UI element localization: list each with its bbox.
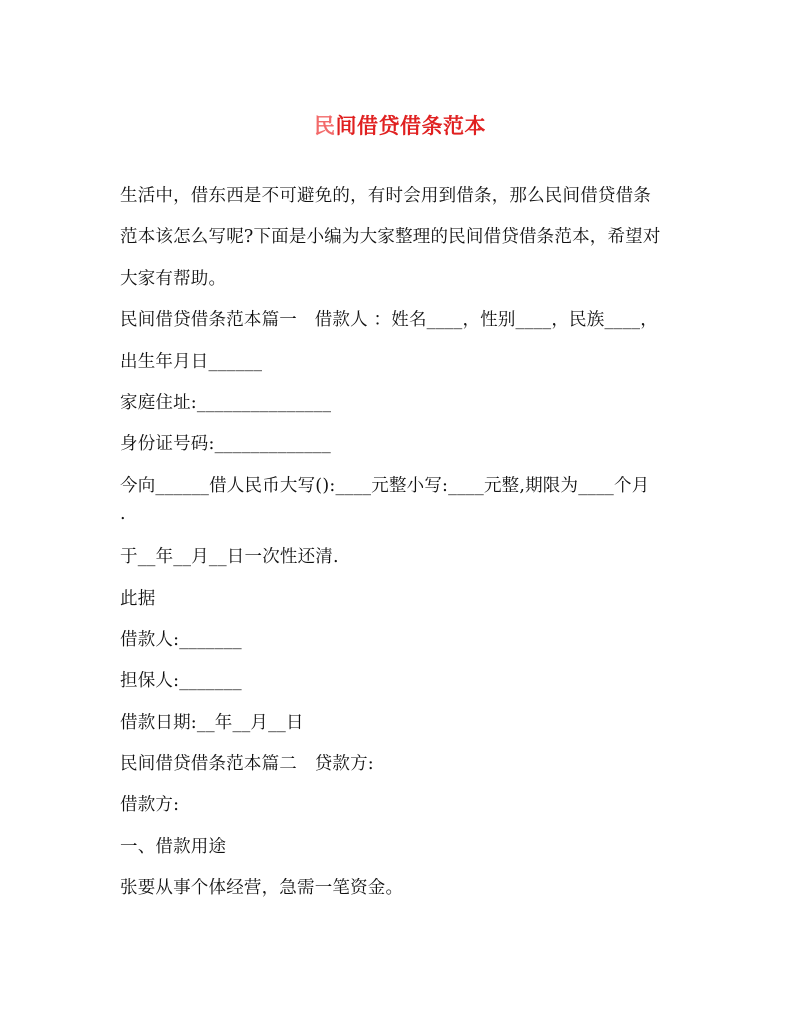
guarantor-signature-line: 担保人:_______ [120, 671, 242, 692]
loan-purpose-heading: 一、借款用途 [120, 836, 227, 857]
paragraph-line: 大家有帮助。 [120, 268, 227, 289]
borrower-signature-line: 借款人:_______ [120, 629, 242, 650]
section-one-heading-line: 民间借贷借条范本篇一 借款人 ：姓名____，性别____，民族____， [120, 310, 658, 331]
loan-date-line: 借款日期:__年__月__日 [120, 712, 304, 733]
birth-date-line: 出生年月日______ [120, 351, 263, 372]
document-body [120, 176, 680, 910]
section-two-heading-line: 民间借贷借条范本篇二 贷款方: [120, 754, 374, 775]
paragraph-line: 范本该怎么写呢?下面是小编为大家整理的民间借贷借条范本，希望对 [120, 227, 661, 248]
paragraph-line: 张要从事个体经营，急需一笔资金。 [120, 878, 404, 899]
loan-amount-line: 今向______借人民币大写():____元整小写:____元整,期限为____个月 [120, 475, 650, 496]
title-rest: 间借贷借条范本 [335, 114, 486, 138]
title-first-char: 民 [314, 114, 336, 138]
paragraph-line: 生活中，借东西是不可避免的，有时会用到借条，那么民间借贷借条 [120, 186, 651, 206]
home-address-line: 家庭住址:_______________ [120, 392, 332, 413]
document-title [0, 110, 800, 140]
borrower-party-line: 借款方: [120, 795, 180, 816]
attestation-line: 此据 [120, 588, 156, 609]
id-number-line: 身份证号码:_____________ [120, 434, 331, 455]
stray-period: . [120, 504, 126, 525]
repayment-date-line: 于__年__月__日一次性还清. [120, 547, 339, 568]
